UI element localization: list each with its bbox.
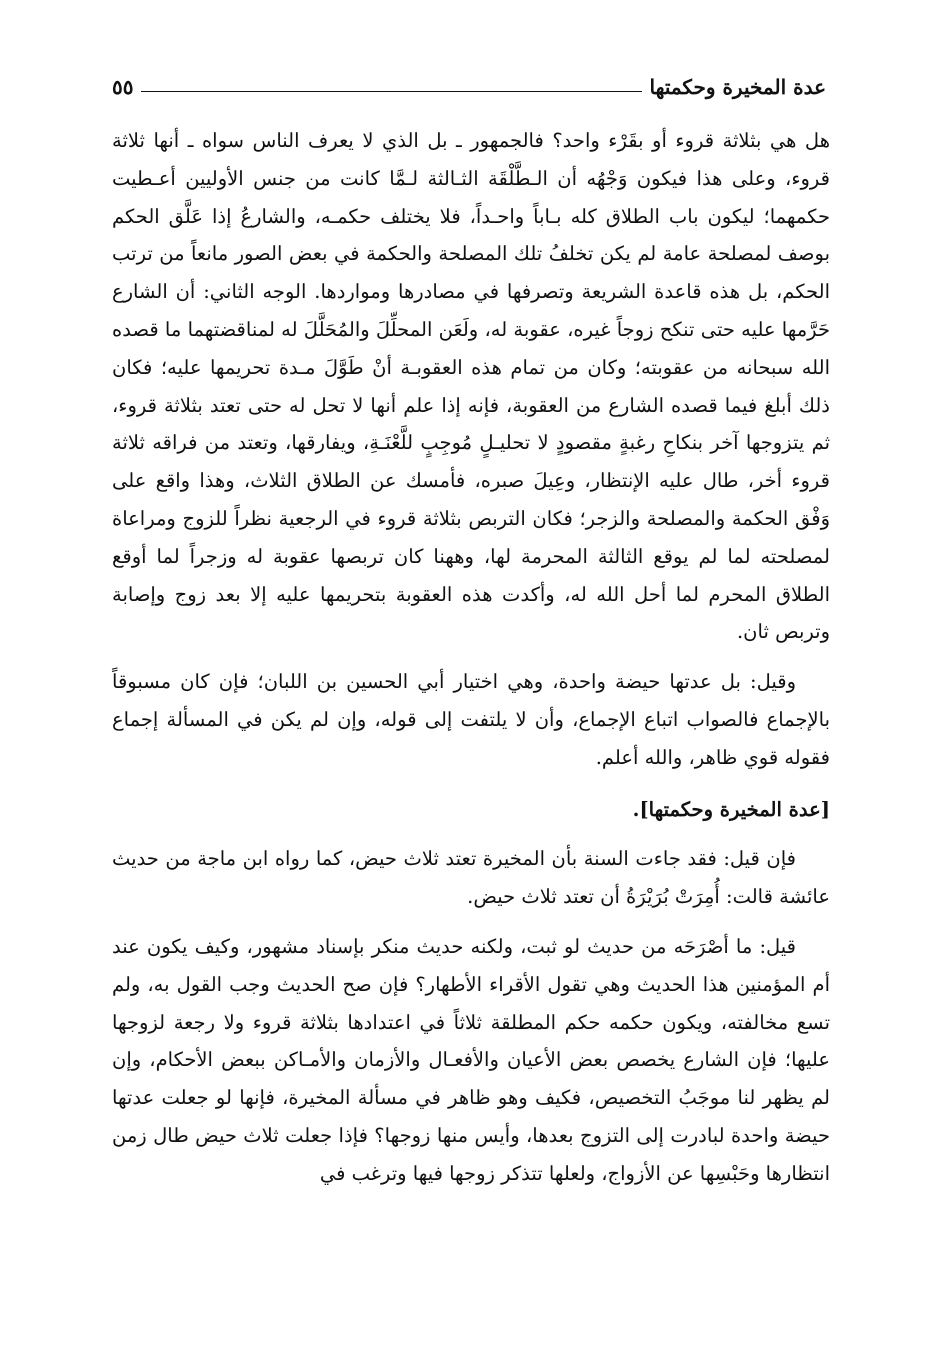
section-heading: [عدة المخيرة وحكمتها]. <box>632 797 830 821</box>
header-rule <box>141 91 641 92</box>
page-number: ٥٥ <box>112 75 134 99</box>
paragraph-ibn-labban-opinion: وقيل: بل عدتها حيضة واحدة، وهي اختيار أبي الحسين بن اللبان؛ فإن كان مسبوقاً بالإجماع فالصواب اتباع الإجماع، وأن لا يلتفت إلى قوله، وإن لم يكن في المسألة إجماع فقوله قوي ظاهر، والله أعلم. <box>112 670 830 769</box>
running-header <box>112 70 826 104</box>
paragraph-response: قيل: ما أصْرَحَه من حديث لو ثبت، ولكنه حديث منكر بإسناد مشهور، وكيف يكون عند أم المؤمنين هذا الحديث وهي تقول الأقراء الأطهار؟ فإن صح الحديث وجب القول به، ولم تسع مخالفته، ويكون حكمه حكم المطلقة ثلاثاً في اعتدادها بثلاثة قروء ولا رجعة لزوجها عليها؛ فإن الشارع يخصص بعض الأعيان والأفعـال والأزمان والأمـاكن ببعض الأحكام، وإن لم يظهر لنا موجَبُ التخصيص، فكيف وهو ظاهر في مسألة المخيرة، فإنها لو جعلت عدتها حيضة واحدة لبادرت إلى التزوج بعدها، وأيس منها زوجها؟ فإذا جعلت ثلاث حيض طال زمن انتظارها وحَبْسِها عن الأزواج، ولعلها تتذكر زوجها فيها وترغب في <box>112 934 830 1185</box>
header-title: عدة المخيرة وحكمتها <box>649 75 826 99</box>
body-text <box>112 122 830 1193</box>
paragraph-continuation: هل هي بثلاثة قروء أو بقَرْء واحد؟ فالجمهور ـ بل الذي لا يعرف الناس سواه ـ أنها ثلاثة قروء، وعلى هذا فيكون وَجْهُه أن الـطَّلْقَة الثـالثة لـمَّا كانت من جنس الأوليين أعـطيت حكمهما؛ ليكون باب الطلاق كله بـاباً واحـداً، فلا يختلف حكمـه، والشارعُ إذا عَلَّق الحكم بوصف لمصلحة عامة لم يكن تخلفُ تلك المصلحة والحكمة في بعض الصور مانعاً من ترتب الحكم، بل هذه قاعدة الشريعة وتصرفها في مصادرها ومواردها. الوجه الثاني: أن الشارع حَرَّمها عليه حتى تنكح زوجاً غيره، عقوبة له، ولَعَن المحلِّلَ والمُحَلَّلَ له لمناقضتهما ما قصده الله سبحانه من عقوبته؛ وكان من تمام هذه العقوبـة أنْ طَوَّلَ مـدة تحريمها عليه؛ فكان ذلك أبلغ فيما قصده الشارع من العقوبة، فإنه إذا علم أنها لا تحل له حتى تعتد بثلاثة قروء، ثم يتزوجها آخر بنكاحِ رغبةٍ مقصودٍ لا تحليـلٍ مُوجِبٍ للَّعْنَـةِ، ويفارقها، وتعتد من فراقه ثلاثة قروء أخر، طال عليه الإنتظار، وعِيلَ صبره، فأمسك عن الطلاق الثلاث، وهذا واقع على وَفْق الحكمة والمصلحة والزجر؛ فكان التربص بثلاثة قروء في الرجعية نظراً للزوج ومراعاة لمصلحته لما لم يوقع الثالثة المحرمة لها، وههنا كان تربصها عقوبة له وزجراً لما أوقع الطلاق المحرم لما أحل الله له، وأكدت هذه العقوبة بتحريمها عليه إلا بعد زوج وإصابة وتربص ثان. <box>112 129 831 644</box>
paragraph-objection: فإن قيل: فقد جاءت السنة بأن المخيرة تعتد ثلاث حيض، كما رواه ابن ماجة من حديث عائشة قالت: أُمِرَتْ بُرَيْرَةُ أن تعتد ثلاث حيض. <box>112 847 830 909</box>
